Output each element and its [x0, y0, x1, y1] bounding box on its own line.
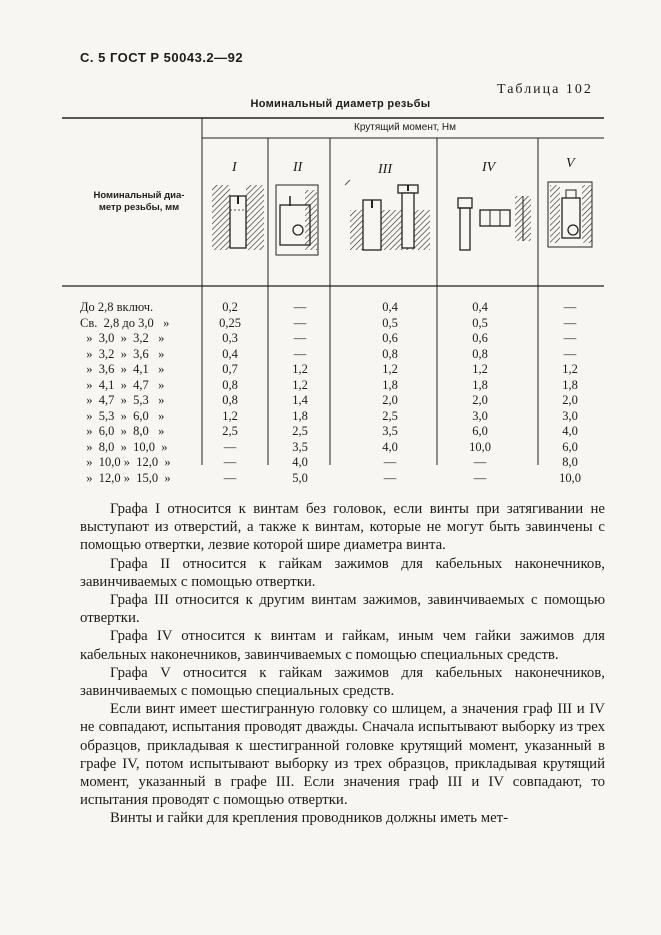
- table-cell: 1,2: [382, 362, 398, 376]
- table-cell: 4,0: [292, 455, 308, 469]
- table-cell: —: [563, 300, 577, 314]
- table-cell: —: [223, 470, 237, 485]
- table-cell: 6,0: [562, 439, 578, 454]
- table-cell: 10,0: [469, 439, 491, 454]
- row-label: » 4,1 » 4,7 »: [80, 377, 165, 392]
- table-cell: —: [563, 331, 577, 345]
- table-cell: —: [293, 315, 307, 330]
- table-cell: 0,8: [222, 377, 238, 392]
- table-cell: 0,25: [219, 315, 241, 330]
- table-cell: 1,8: [472, 377, 488, 392]
- table-cell: —: [383, 470, 397, 485]
- row-label: Св. 2,8 до 3,0 »: [80, 315, 170, 330]
- row-label: » 12,0 » 15,0 »: [80, 470, 171, 485]
- table-cell: 3,0: [472, 408, 488, 423]
- table-cell: 1,8: [382, 377, 398, 392]
- row-label: » 10,0 » 12,0 »: [80, 455, 171, 469]
- row-label: » 4,7 » 5,3 »: [80, 393, 165, 407]
- table-cell: 0,8: [472, 346, 488, 361]
- table-cell: 0,5: [472, 315, 488, 330]
- table-cell: 0,2: [222, 300, 238, 314]
- table-cell: 4,0: [562, 424, 578, 438]
- table-cell: 1,2: [292, 377, 308, 392]
- table-cell: 2,5: [292, 424, 308, 438]
- torque-header: Крутящий момент, Нм: [354, 122, 456, 133]
- table-cell: 1,2: [472, 362, 488, 376]
- column-iv-values: [440, 300, 520, 486]
- row-label: » 5,3 » 6,0 »: [80, 408, 165, 423]
- table-cell: 1,4: [292, 393, 308, 407]
- table-cell: —: [563, 346, 577, 361]
- table-cell: 2,0: [562, 393, 578, 407]
- row-label: » 3,6 » 4,1 »: [80, 362, 165, 376]
- page-header: С. 5 ГОСТ Р 50043.2—92: [80, 50, 244, 65]
- figure-iv-hex-fastener: [458, 196, 531, 250]
- table-cell: 0,8: [222, 393, 238, 407]
- table-caption: Номинальный диаметр резьбы: [250, 98, 431, 110]
- table-cell: 2,5: [222, 424, 238, 438]
- paragraph: Графа V относится к гайкам зажимов для кабельных наконечников, завинчиваемых с помощью специальных средств.: [80, 664, 605, 700]
- table-cell: 1,8: [562, 377, 578, 392]
- table-cell: —: [473, 470, 487, 485]
- figure-ii-cable-lug-nut: [276, 185, 318, 255]
- table-cell: —: [223, 439, 237, 454]
- row-label: До 2,8 включ.: [80, 300, 154, 314]
- body-text: [80, 500, 605, 828]
- table-cell: 0,6: [472, 331, 488, 345]
- table-cell: 0,8: [382, 346, 398, 361]
- table-cell: 1,2: [222, 408, 238, 423]
- row-label: » 3,2 » 3,6 »: [80, 346, 165, 361]
- row-label: » 6,0 » 8,0 »: [80, 424, 165, 438]
- table-cell: 3,0: [562, 408, 578, 423]
- table-cell: —: [563, 315, 577, 330]
- table-cell: —: [473, 455, 487, 469]
- column-ii-values: [270, 300, 330, 486]
- table-cell: 3,5: [382, 424, 398, 438]
- table-cell: 2,0: [382, 393, 398, 407]
- column-i-values: [204, 300, 256, 486]
- table-cell: 10,0: [559, 470, 581, 485]
- table-cell: 1,2: [562, 362, 578, 376]
- row-labels: [80, 300, 210, 486]
- table-cell: 0,7: [222, 362, 238, 376]
- column-header-iii: III: [378, 162, 392, 177]
- table-cell: 5,0: [292, 470, 308, 485]
- table-label: Таблица 102: [497, 82, 593, 97]
- paragraph: Графа II относится к гайкам зажимов для кабельных наконечников, завинчиваемых с помощью отвертки.: [80, 555, 605, 590]
- figure-v-lug-nut-special: [548, 182, 592, 247]
- row-label: » 8,0 » 10,0 »: [80, 439, 168, 454]
- column-header-i: I: [232, 160, 237, 175]
- paragraph: Если винт имеет шестигранную головку со шлицем, а значения граф III и IV не совпадают, испытания проводят дважды. Сначала испытывают выборку из трех образцов, прикладывая к шестигранной головке крутящий момент, указанный в графе IV, потом испытывают выборку из трех образцов, прикладывая крутящий момент, указанный в графе III. Если значения граф III и IV совпадают, то испытания проводят с помощью отвертки.: [80, 701, 605, 809]
- table-cell: 0,5: [382, 315, 398, 330]
- diameter-header: Номинальный диа- метр резьбы, мм: [93, 190, 185, 213]
- table-cell: 3,5: [292, 439, 308, 454]
- figure-iii-slotted-screws: [345, 180, 430, 250]
- column-iii-values: [345, 300, 435, 486]
- table-cell: 1,2: [292, 362, 308, 376]
- column-header-iv: IV: [482, 160, 496, 175]
- table-cell: 0,6: [382, 331, 398, 345]
- table-cell: 0,4: [222, 346, 238, 361]
- table-cell: 4,0: [382, 439, 398, 454]
- table-cell: 1,8: [292, 408, 308, 423]
- table-cell: 2,0: [472, 393, 488, 407]
- table-cell: 8,0: [562, 455, 578, 469]
- table-cell: 0,4: [382, 300, 398, 314]
- paragraph: Графа I относится к винтам без головок, если винты при затягивании не выступают из отверстий, а также к винтам, которые не могут быть завинчены с помощью отвертки, лезвие которой шире диаметра винта.: [80, 501, 605, 554]
- column-header-ii: II: [293, 160, 303, 175]
- table-cell: —: [383, 455, 397, 469]
- table-cell: —: [293, 346, 307, 361]
- table-cell: —: [293, 331, 307, 345]
- paragraph: Графа IV относится к винтам и гайкам, иным чем гайки зажимов для кабельных наконечников, завинчиваемых с помощью специальных средств.: [80, 628, 605, 663]
- column-v-values: [540, 300, 600, 486]
- table-cell: —: [293, 300, 307, 314]
- table-cell: —: [223, 455, 237, 469]
- table-cell: 6,0: [472, 424, 488, 438]
- table-cell: 0,3: [222, 331, 238, 345]
- figure-i-set-screw: [212, 185, 264, 250]
- row-label: » 3,0 » 3,2 »: [80, 331, 165, 345]
- table-cell: 0,4: [472, 300, 488, 314]
- paragraph: Графа III относится к другим винтам зажимов, завинчиваемых с помощью отвертки.: [80, 592, 605, 627]
- column-header-v: V: [566, 156, 575, 171]
- paragraph: Винты и гайки для крепления проводников должны иметь мет-: [110, 810, 509, 827]
- table-cell: 2,5: [382, 408, 398, 423]
